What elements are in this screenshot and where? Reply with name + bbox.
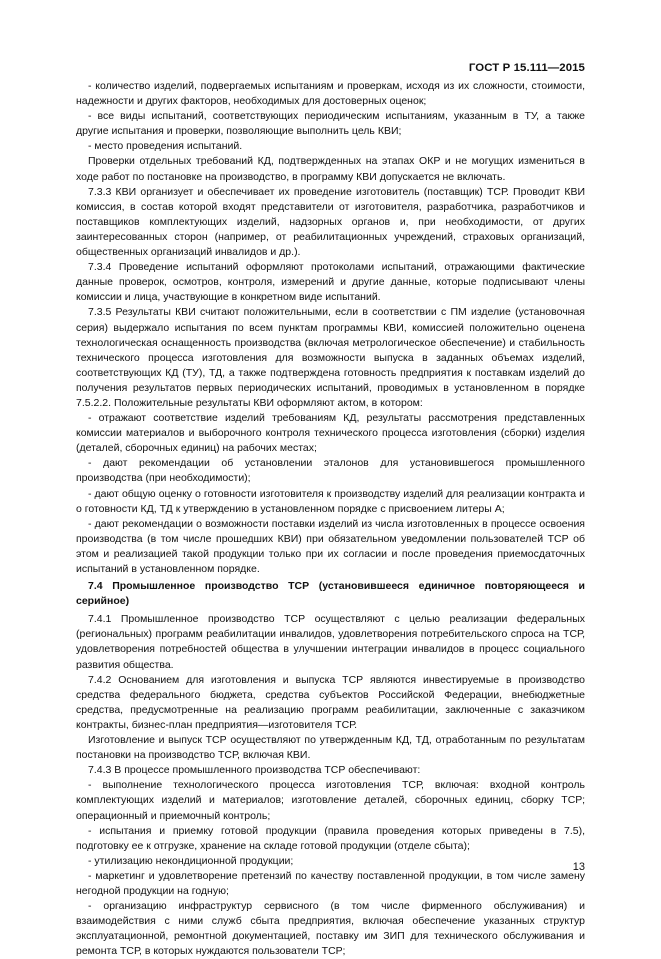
paragraph: - количество изделий, подвергаемых испытаниям и проверкам, исходя из их сложности, стоимости, надежности и других факторов, необходимых для достоверных оценок; (76, 80, 585, 108)
paragraph: 7.4.2 Основанием для изготовления и выпуска ТСР являются инвестируемые в производство средства федерального бюджета, средства субъектов Российской Федерации, внебюджетные средства, предусмотренные на реализацию программ реабилитации, заключенные с заказчиком контракты, бизнес-план предприятия—изготовителя ТСР. (76, 673, 585, 731)
paragraph: - выполнение технологического процесса изготовления ТСР, включая: входной контроль комплектующих изделий и материалов; изготовление деталей, сборочных единиц, сборку ТСР; операционный и приемочный контроль; (76, 779, 585, 822)
paragraph: 7.3.4 Проведение испытаний оформляют протоколами испытаний, отражающими фактические данные проверок, осмотров, контроля, измерений и другие данные, которые подписывают члены комиссии и лица, участвующие в конкретном виде испытаний. (76, 261, 585, 304)
paragraph: - место проведения испытаний. (88, 140, 243, 153)
document-code: ГОСТ Р 15.111—2015 (468, 62, 585, 74)
page-number: 13 (572, 861, 585, 873)
paragraph: 7.4.3 В процессе промышленного производства ТСР обеспечивают: (88, 764, 421, 777)
page-body (76, 79, 585, 959)
paragraph: 7.3.3 КВИ организует и обеспечивает их проведение изготовитель (поставщик) ТСР. Проводит КВИ комиссия, в состав которой входят представители от изготовителя, разработчика, разработчиков и поставщиков комплектующих изделий, надзорных органов и, при необходимости, от других заинтересованных сторон (например, от реабилитационных учреждений, страховых организаций, общественных организаций инвалидов и др.). (76, 185, 585, 259)
paragraph: - организацию инфраструктур сервисного (в том числе фирменного обслуживания) и взаимодействия с ними служб сбыта предприятия, включая обеспечение указанных структур эксплуатационной, ремонтной документацией, поставку им ЗИП для технического обслуживания и ремонта ТСР, в которых нуждаются пользователи ТСР; (76, 900, 585, 958)
section-heading: 7.4 Промышленное производство ТСР (установившееся единичное повторяющееся и серийное) (76, 580, 585, 608)
paragraph: - отражают соответствие изделий требованиям КД, результаты рассмотрения представленных комиссии материалов и выборочного контроля технического процесса изготовления (сборки) изделия (деталей, сборочных единиц) на рабочих местах; (76, 412, 585, 455)
paragraph: - утилизацию некондиционной продукции; (88, 854, 294, 867)
paragraph: - маркетинг и удовлетворение претензий по качеству поставленной продукции, в том числе замену негодной продукции на годную; (76, 869, 585, 897)
paragraph: - испытания и приемку готовой продукции (правила проведения которых приведены в 7.5), подготовку ее к отгрузке, хранение на складе готовой продукции (отделе сбыта); (76, 824, 585, 852)
paragraph: - все виды испытаний, соответствующих периодическим испытаниям, указанным в ТУ, а также другие испытания и проверки, позволяющие выполнить цель КВИ; (76, 110, 585, 138)
paragraph: Проверки отдельных требований КД, подтвержденных на этапах ОКР и не могущих измениться в ходе работ по постановке на производство, в программу КВИ допускается не включать. (76, 155, 585, 183)
paragraph: 7.4.1 Промышленное производство ТСР осуществляют с целью реализации федеральных (региональных) программ реабилитации инвалидов, удовлетворения потребительского спроса на ТСР, удовлетворения потребностей общества в улучшении интеграции инвалидов в процесс социального развития общества. (76, 613, 585, 671)
paragraph: Изготовление и выпуск ТСР осуществляют по утвержденным КД, ТД, отработанным по результатам постановки на производство ТСР, включая КВИ. (76, 734, 585, 762)
paragraph: - дают рекомендации об установлении эталонов для установившегося промышленного производства (при необходимости); (76, 457, 585, 485)
paragraph: - дают общую оценку о готовности изготовителя к производству изделий для реализации контракта и о готовности КД, ТД к утверждению в установленном порядке с присвоением литеры А; (76, 487, 585, 515)
paragraph: 7.3.5 Результаты КВИ считают положительными, если в соответствии с ПМ изделие (установочная серия) выдержало испытания по всем пунктам программы КВИ, комиссией положительно оценена технологическая оснащенность производства (включая метрологическое обеспечение) и стабильность технического процесса изготовления для возможности выпуска в заданных объемах изделий, соответствующих КД (ТУ), ТД, а также подтверждена готовность предприятия к поставкам изделий до получения результатов первых периодических испытаний, проводимых в установленном в порядке 7.5.2.2. Положительные результаты КВИ оформляют актом, в котором: (76, 306, 585, 409)
paragraph: - дают рекомендации о возможности поставки изделий из числа изготовленных в процессе освоения производства (в том числе прошедших КВИ) при обязательном уведомлении пользователей ТСР об этом и реализацией такой продукции только при их согласии и после проведения приемосдаточных испытаний в установленном порядке. (76, 517, 585, 575)
